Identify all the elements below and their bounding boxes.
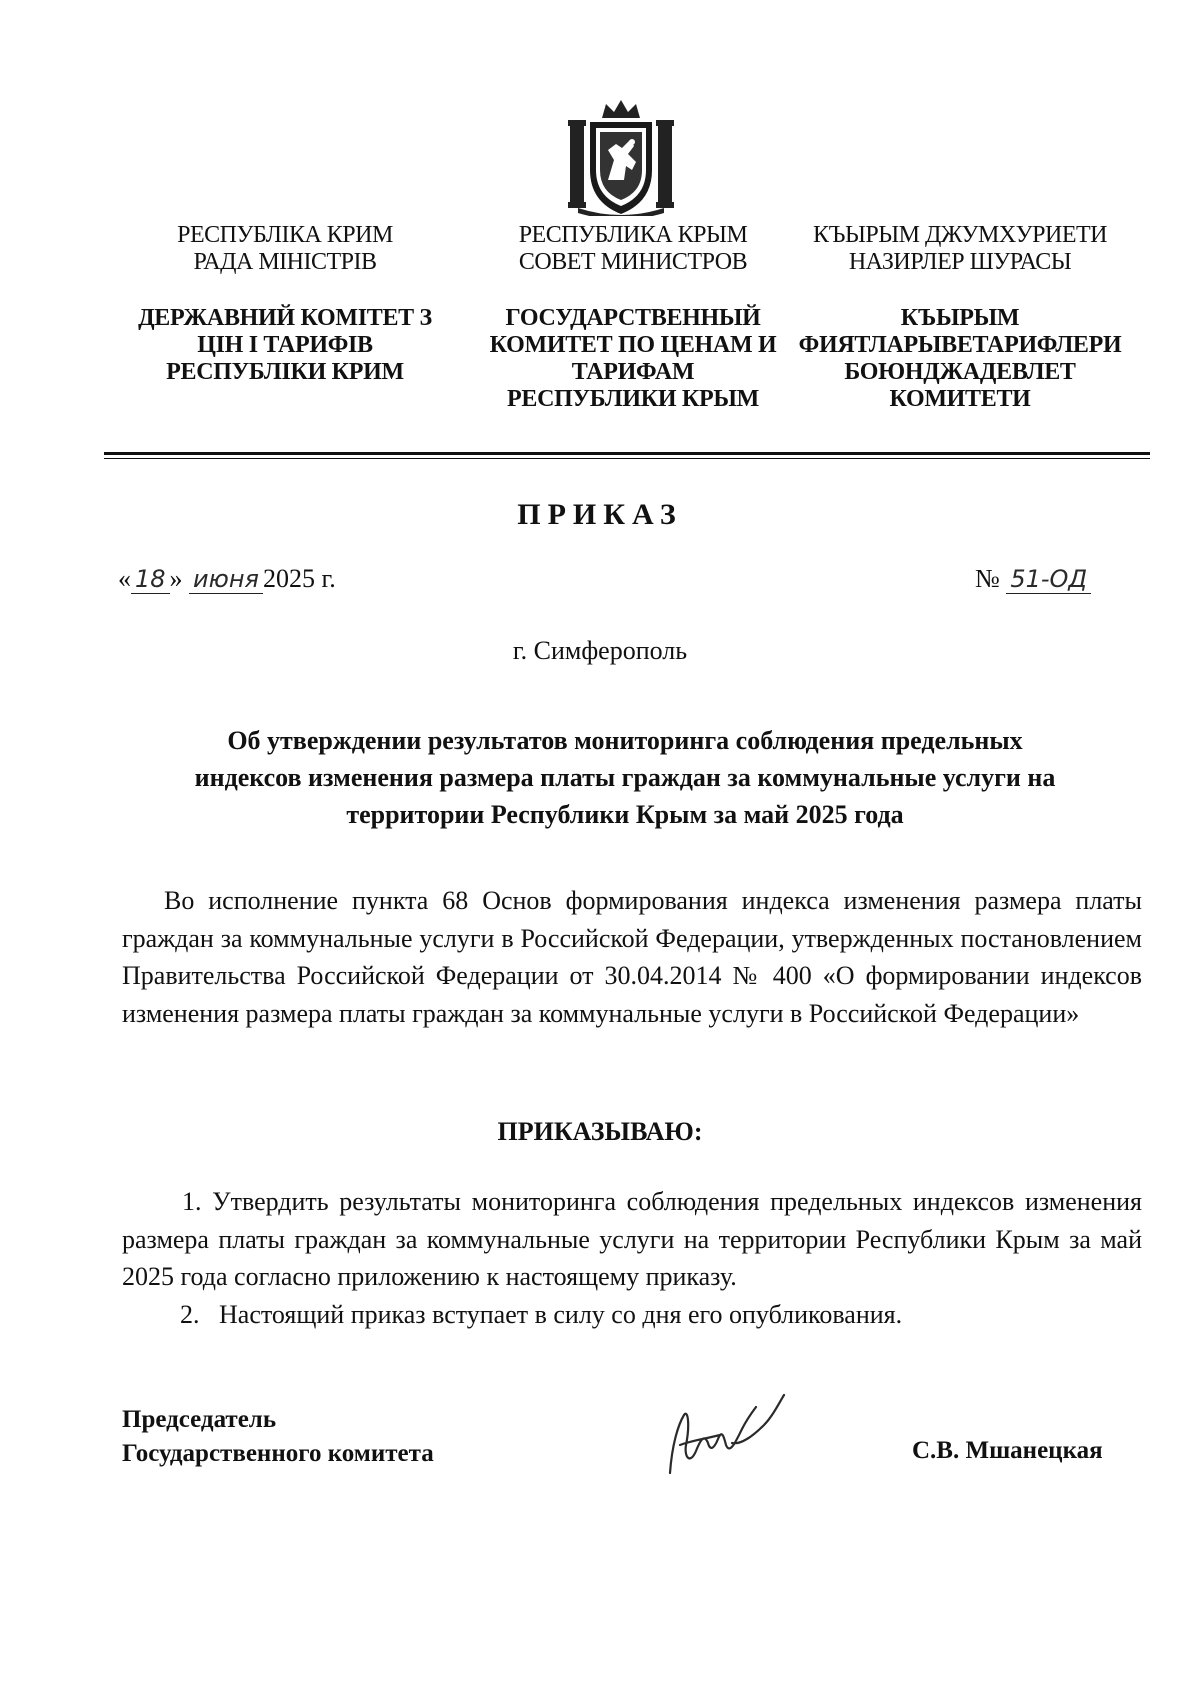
dept-line: ТАРИФАМ bbox=[571, 359, 695, 385]
document-type: ПРИКАЗ bbox=[517, 498, 683, 531]
number-prefix: № bbox=[975, 564, 1000, 593]
order-item: 2. Настоящий приказ вступает в силу со дня его опубликования. bbox=[180, 1299, 903, 1329]
org-line: РАДА МІНІСТРІВ bbox=[193, 249, 377, 275]
dept-line: РЕСПУБЛИКИ КРЫМ bbox=[507, 386, 759, 412]
number-handwritten: 51-ОД bbox=[1006, 565, 1091, 594]
org-line: РЕСПУБЛІКА КРИМ bbox=[177, 222, 393, 248]
signatory-position bbox=[122, 1403, 434, 1471]
dept-line: ФИЯТЛАРЫВЕТАРИФЛЕРИ bbox=[798, 332, 1122, 358]
org-line: КЪЫРЫМ ДЖУМХУРИЕТИ bbox=[812, 222, 1108, 248]
org-line: СОВЕТ МИНИСТРОВ bbox=[518, 249, 748, 275]
header-right-crimean-tatar bbox=[795, 222, 1125, 413]
dept-line: ДЕРЖАВНИЙ КОМІТЕТ З bbox=[138, 305, 432, 331]
date-day-handwritten: 18 bbox=[131, 565, 170, 594]
city: г. Симферополь bbox=[512, 636, 688, 665]
header-divider-thin bbox=[104, 458, 1150, 459]
date-year: 2025 г. bbox=[262, 564, 336, 593]
crimea-coat-of-arms-icon bbox=[568, 100, 674, 216]
signatory-name: С.В. Мшанецкая bbox=[912, 1437, 1103, 1464]
date-open-quote: « bbox=[118, 564, 131, 593]
order-date bbox=[118, 564, 336, 594]
order-number bbox=[975, 564, 1091, 594]
date-month-handwritten: июня bbox=[189, 565, 263, 594]
header-left-ukrainian bbox=[135, 222, 435, 386]
dept-line: БОЮНДЖАДЕВЛЕТ bbox=[844, 359, 1076, 385]
title-line: территории Республики Крым за май 2025 года bbox=[346, 800, 904, 829]
dept-line: РЕСПУБЛІКИ КРИМ bbox=[166, 359, 404, 385]
document-title bbox=[150, 722, 1100, 833]
header-mid-russian bbox=[478, 222, 788, 413]
order-keyword: ПРИКАЗЫВАЮ: bbox=[497, 1117, 703, 1146]
position-line: Государственного комитета bbox=[122, 1440, 434, 1467]
date-close-quote: » bbox=[169, 564, 183, 593]
title-line: индексов изменения размера платы граждан за коммунальные услуги на bbox=[194, 763, 1056, 792]
position-line: Председатель bbox=[122, 1406, 277, 1433]
dept-line: ЦІН І ТАРИФІВ bbox=[197, 332, 373, 358]
org-line: РЕСПУБЛИКА КРЫМ bbox=[518, 222, 748, 248]
preamble-paragraph: Во исполнение пункта 68 Основ формирования индекса изменения размера платы граждан за коммунальные услуги в Российской Федерации, утвержденных постановлением Правительства Российской Федерации от 30.04.2014 № 400 «О формировании индексов изменения размера платы граждан за коммунальные услуги в Российской Федерации» bbox=[122, 886, 1142, 1028]
order-items bbox=[122, 1183, 1142, 1333]
header-divider bbox=[104, 452, 1150, 455]
handwritten-signature-icon bbox=[660, 1385, 810, 1485]
dept-line: КОМИТЕТ ПО ЦЕНАМ И bbox=[489, 332, 777, 358]
dept-line: КОМИТЕТИ bbox=[889, 386, 1031, 412]
dept-line: КЪЫРЫМ bbox=[900, 305, 1020, 331]
order-item: 1. Утвердить результаты мониторинга соблюдения предельных индексов изменения размера платы граждан за коммунальные услуги на территории Республики Крым за май 2025 года согласно приложению к настоящему приказу. bbox=[122, 1187, 1142, 1291]
org-line: НАЗИРЛЕР ШУРАСЫ bbox=[848, 249, 1072, 275]
dept-line: ГОСУДАРСТВЕННЫЙ bbox=[505, 305, 761, 331]
title-line: Об утверждении результатов мониторинга соблюдения предельных bbox=[227, 726, 1023, 755]
